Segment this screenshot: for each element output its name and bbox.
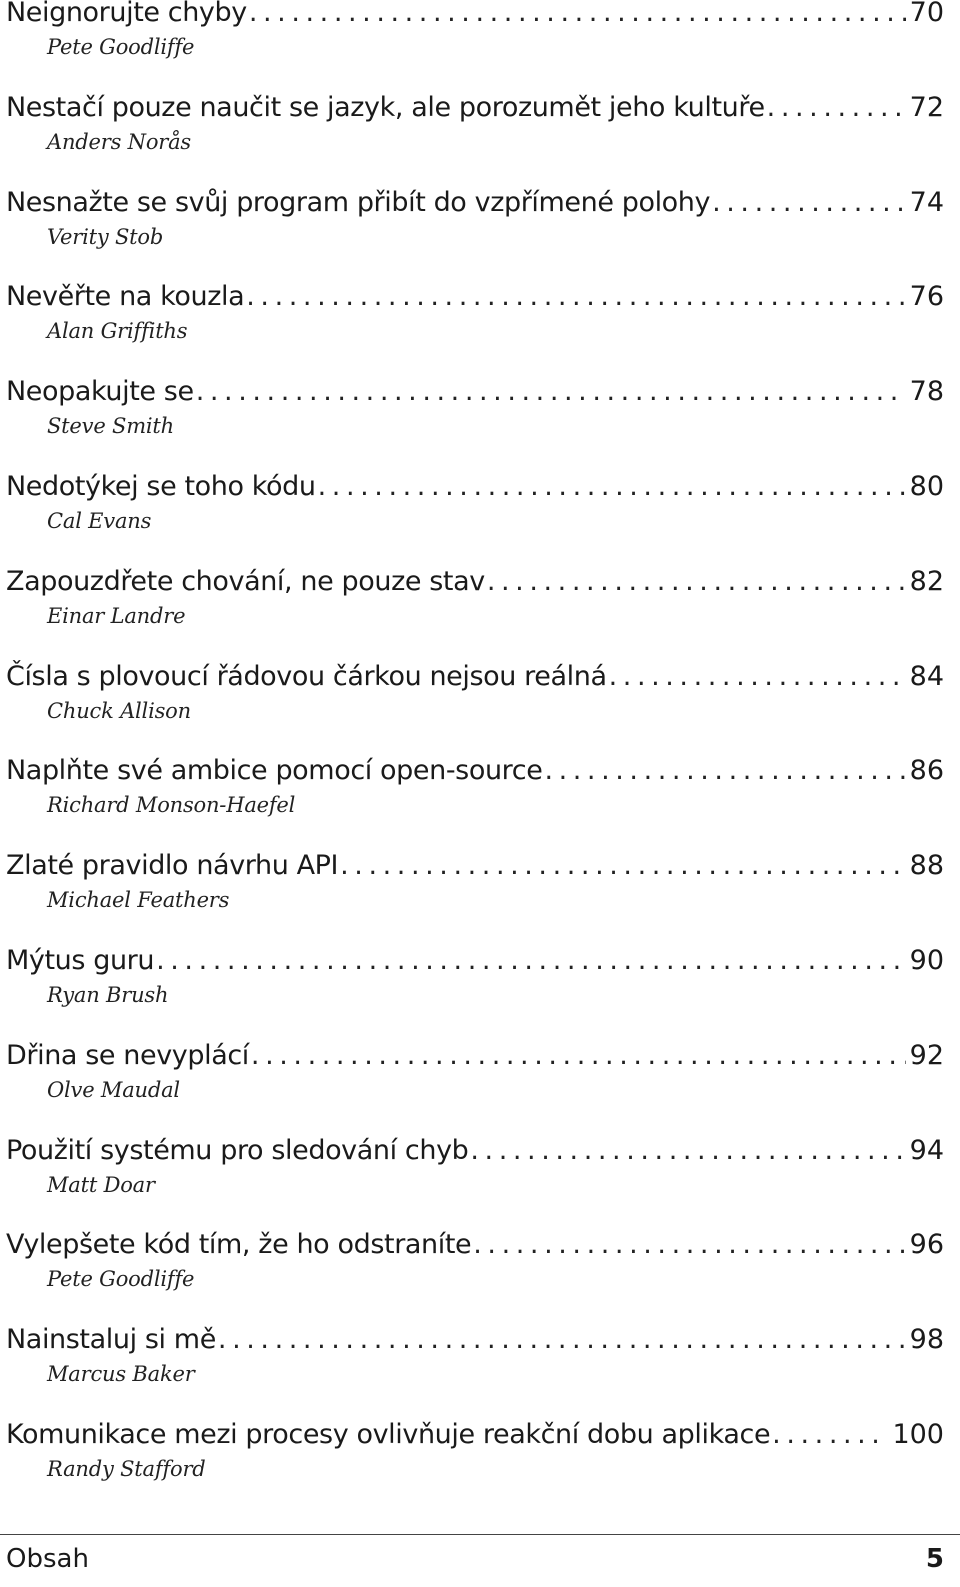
dot-leader [772,1415,888,1455]
toc-entry-line [6,88,944,128]
toc-entry[interactable] [6,1131,944,1226]
toc-entry-page[interactable]: 92 [909,1039,944,1071]
toc-entry-author: Michael Feathers [47,888,230,913]
toc-entry-line [6,183,944,223]
toc-entry-page[interactable]: 76 [909,281,944,313]
toc-entry[interactable] [6,467,944,562]
toc-entry-page[interactable]: 90 [909,944,944,976]
toc-entry[interactable] [6,0,944,88]
dot-leader [609,657,906,697]
dot-leader [487,562,906,602]
toc-entry-title[interactable]: Komunikace mezi procesy ovlivňuje reakční dobu aplikace [6,1418,771,1450]
toc-entry-title[interactable]: Naplňte své ambice pomocí open-source [6,755,543,787]
dot-leader [249,0,906,33]
toc-entry-line [6,0,944,33]
toc-entry[interactable] [6,372,944,467]
toc-entry-title[interactable]: Neopakujte se [6,376,194,408]
footer-divider [0,1534,960,1535]
toc-entry-title[interactable]: Mýtus guru [6,944,155,976]
toc-entry-author: Marcus Baker [47,1362,195,1387]
dot-leader [470,1131,905,1171]
toc-entry-line [6,1225,944,1265]
toc-entry-line [6,846,944,886]
table-of-contents [6,0,944,1510]
toc-entry-page[interactable]: 100 [892,1418,944,1450]
toc-entry[interactable] [6,1415,944,1510]
toc-entry-author: Ryan Brush [47,982,169,1007]
toc-entry-line [6,372,944,412]
toc-entry-page[interactable]: 98 [909,1324,944,1356]
toc-entry-page[interactable]: 88 [909,850,944,882]
toc-entry[interactable] [6,751,944,846]
toc-entry-line [6,562,944,602]
toc-entry[interactable] [6,562,944,657]
dot-leader [767,88,906,128]
dot-leader [156,941,906,981]
toc-entry-page[interactable]: 94 [909,1134,944,1166]
toc-entry-title[interactable]: Použití systému pro sledování chyb [6,1134,469,1166]
toc-entry-author: Richard Monson-Haefel [47,793,296,818]
toc-entry-page[interactable]: 82 [909,565,944,597]
toc-entry[interactable] [6,657,944,752]
toc-entry-author: Pete Goodliffe [47,35,195,59]
toc-entry-author: Chuck Allison [47,698,191,723]
toc-entry-line [6,941,944,981]
toc-entry-author: Matt Doar [47,1172,155,1197]
dot-leader [340,846,906,886]
toc-entry-line [6,1415,944,1455]
toc-entry-author: Olve Maudal [47,1077,180,1102]
toc-entry-author: Randy Stafford [47,1456,206,1481]
toc-entry-line [6,751,944,791]
dot-leader [196,372,906,412]
toc-entry[interactable] [6,1036,944,1131]
toc-entry-line [6,1320,944,1360]
toc-entry-page[interactable]: 72 [909,91,944,123]
dot-leader [246,277,905,317]
toc-entry[interactable] [6,846,944,941]
toc-entry-author: Pete Goodliffe [47,1267,195,1292]
toc-entry-page[interactable]: 96 [909,1229,944,1261]
dot-leader [473,1225,905,1265]
toc-entry-title[interactable]: Neignorujte chyby [6,0,247,28]
dot-leader [251,1036,906,1076]
toc-entry-page[interactable]: 84 [909,660,944,692]
toc-entry-title[interactable]: Zlaté pravidlo návrhu API [6,850,339,882]
toc-entry-page[interactable]: 70 [909,0,944,28]
toc-entry-author: Einar Landre [47,603,186,628]
toc-entry-author: Verity Stob [47,224,164,249]
toc-entry-line [6,1036,944,1076]
dot-leader [218,1320,906,1360]
toc-entry-author: Alan Griffiths [47,319,188,344]
toc-entry[interactable] [6,88,944,183]
page-footer [6,1541,944,1577]
toc-entry-author: Anders Norås [47,129,192,154]
toc-entry-page[interactable]: 78 [909,376,944,408]
toc-entry-title[interactable]: Nedotýkej se toho kódu [6,470,316,502]
toc-entry-title[interactable]: Čísla s plovoucí řádovou čárkou nejsou reálná [6,660,607,692]
toc-entry-page[interactable]: 80 [909,470,944,502]
toc-entry-author: Cal Evans [47,508,152,533]
toc-entry[interactable] [6,277,944,372]
footer-page-number: 5 [925,1544,944,1574]
toc-entry-line [6,467,944,507]
toc-entry-title[interactable]: Nevěřte na kouzla [6,281,245,313]
dot-leader [544,751,905,791]
toc-entry-title[interactable]: Zapouzdřete chování, ne pouze stav [6,565,485,597]
toc-entry-title[interactable]: Dřina se nevyplácí [6,1039,249,1071]
toc-entry-title[interactable]: Vylepšete kód tím, že ho odstraníte [6,1229,472,1261]
toc-entry-line [6,657,944,697]
toc-entry-title[interactable]: Nainstaluj si mě [6,1324,216,1356]
footer-section-label: Obsah [6,1544,89,1574]
toc-entry-title[interactable]: Nestačí pouze naučit se jazyk, ale porozumět jeho kultuře [6,91,765,123]
toc-entry-author: Steve Smith [47,414,174,439]
toc-entry[interactable] [6,183,944,278]
dot-leader [318,467,906,507]
toc-entry-title[interactable]: Nesnažte se svůj program přibít do vzpřímené polohy [6,186,711,218]
toc-entry[interactable] [6,1320,944,1415]
toc-entry[interactable] [6,941,944,1036]
dot-leader [712,183,906,223]
toc-entry-page[interactable]: 86 [909,755,944,787]
toc-entry-page[interactable]: 74 [909,186,944,218]
toc-entry[interactable] [6,1225,944,1320]
toc-entry-line [6,277,944,317]
toc-entry-line [6,1131,944,1171]
